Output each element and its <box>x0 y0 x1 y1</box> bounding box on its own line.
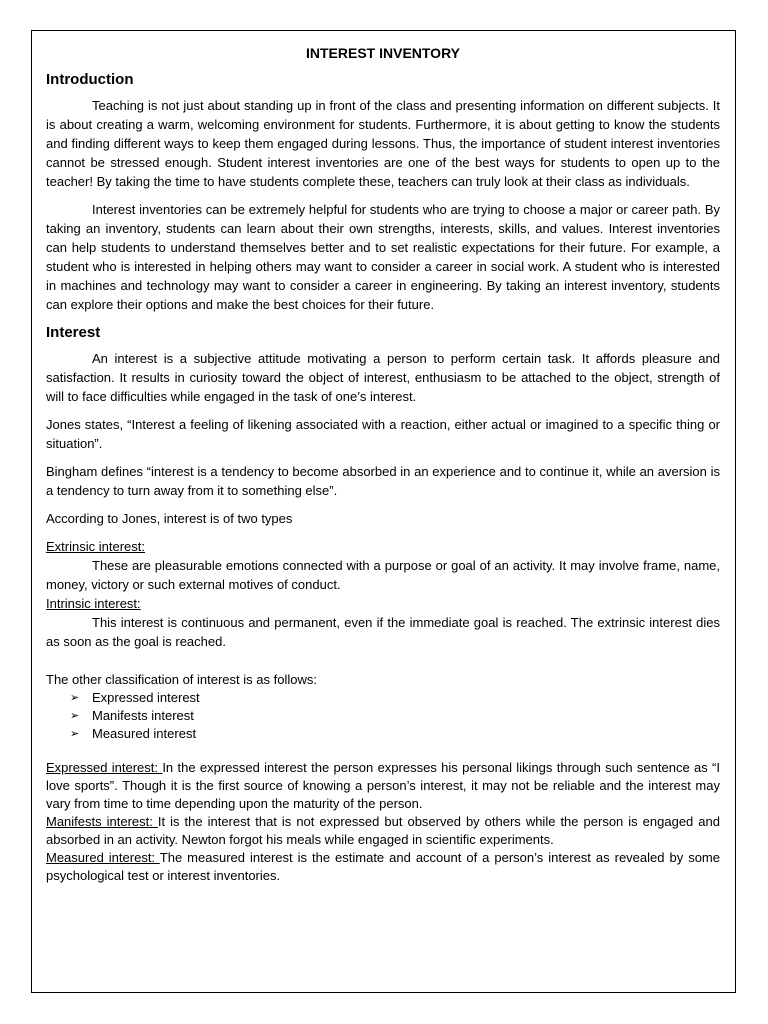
list-item: ➢ Expressed interest <box>70 690 200 705</box>
extrinsic-label: Extrinsic interest: <box>46 539 145 554</box>
list-item: ➢ Measured interest <box>70 726 197 741</box>
intrinsic-label: Intrinsic interest: <box>46 596 141 611</box>
classification-intro: The other classification of interest is as follows: <box>46 672 317 687</box>
introduction-paragraph-2: Interest inventories can be extremely helpful for students who are trying to choose a major or career path. By taking an inventory, students can learn about their own strengths, interests, skills, and values. Interest inventories can help students to understand themselves better and to set realistic expectations for their future. For example, a student who is interested in helping others may want to consider a career in social work. A student who is interested in machines and technology may want to consider a career in engineering. By taking an interest inventory, students can explore their options and make the best choices for their future. <box>46 202 720 312</box>
manifests-label: Manifests interest: <box>46 814 158 829</box>
classification-list <box>46 689 720 743</box>
arrow-bullet-icon: ➢ <box>70 728 80 740</box>
introduction-heading: Introduction <box>46 71 134 88</box>
extrinsic-text: These are pleasurable emotions connected with a purpose or goal of an activity. It may involve frame, name, money, victory or such external motives of conduct. <box>46 558 720 592</box>
bingham-quote: Bingham defines “interest is a tendency to become absorbed in an experience and to continue it, while an aversion is a tendency to turn away from it to something else”. <box>46 464 720 498</box>
arrow-bullet-icon: ➢ <box>70 710 80 722</box>
arrow-bullet-icon: ➢ <box>70 692 80 704</box>
document-title: INTEREST INVENTORY <box>305 45 461 61</box>
list-item: ➢ Manifests interest <box>70 708 194 723</box>
interest-definition-paragraph: An interest is a subjective attitude motivating a person to perform certain task. It affords pleasure and satisfaction. It results in curiosity toward the object of interest, enthusiasm to be attached to the object, strength of will to face difficulties while engaged in the task of one’s interest. <box>46 351 720 404</box>
expressed-label: Expressed interest: <box>46 760 163 775</box>
jones-quote: Jones states, “Interest a feeling of likening associated with a reaction, either actual or imagined to a specific thing or situation”. <box>46 417 720 451</box>
interest-heading: Interest <box>46 324 101 341</box>
measured-label: Measured interest: <box>46 850 160 865</box>
introduction-paragraph-1: Teaching is not just about standing up in front of the class and presenting information on different subjects. It is about creating a warm, welcoming environment for students. Furthermore, it is about getting to know the students and finding different ways to keep them engaged during lessons. Thus, the importance of student interest inventories cannot be stressed enough. Student interest inventories are one of the best ways for students to open up to the teacher! By taking the time to have students complete these, teachers can truly look at their class as individuals. <box>46 98 720 189</box>
measured-definition: Measured interest: The measured interest is the estimate and account of a person’s interest as revealed by some psychological test or interest inventories. <box>46 850 720 883</box>
intrinsic-text: This interest is continuous and permanent, even if the immediate goal is reached. The extrinsic interest dies as soon as the goal is reached. <box>46 615 720 649</box>
expressed-definition: Expressed interest: In the expressed interest the person expresses his personal likings through such sentence as “I love sports”. Though it is the first source of knowing a person’s interest, it may not be reliable and the interest may vary from time to time depending upon the maturity of the person. <box>46 760 720 811</box>
manifests-definition: Manifests interest: It is the interest that is not expressed but observed by others while the person is engaged and absorbed in an activity. Newton forgot his meals while engaged in scientific experiments. <box>46 814 720 847</box>
document-body <box>46 44 720 885</box>
types-intro: According to Jones, interest is of two types <box>46 511 293 526</box>
